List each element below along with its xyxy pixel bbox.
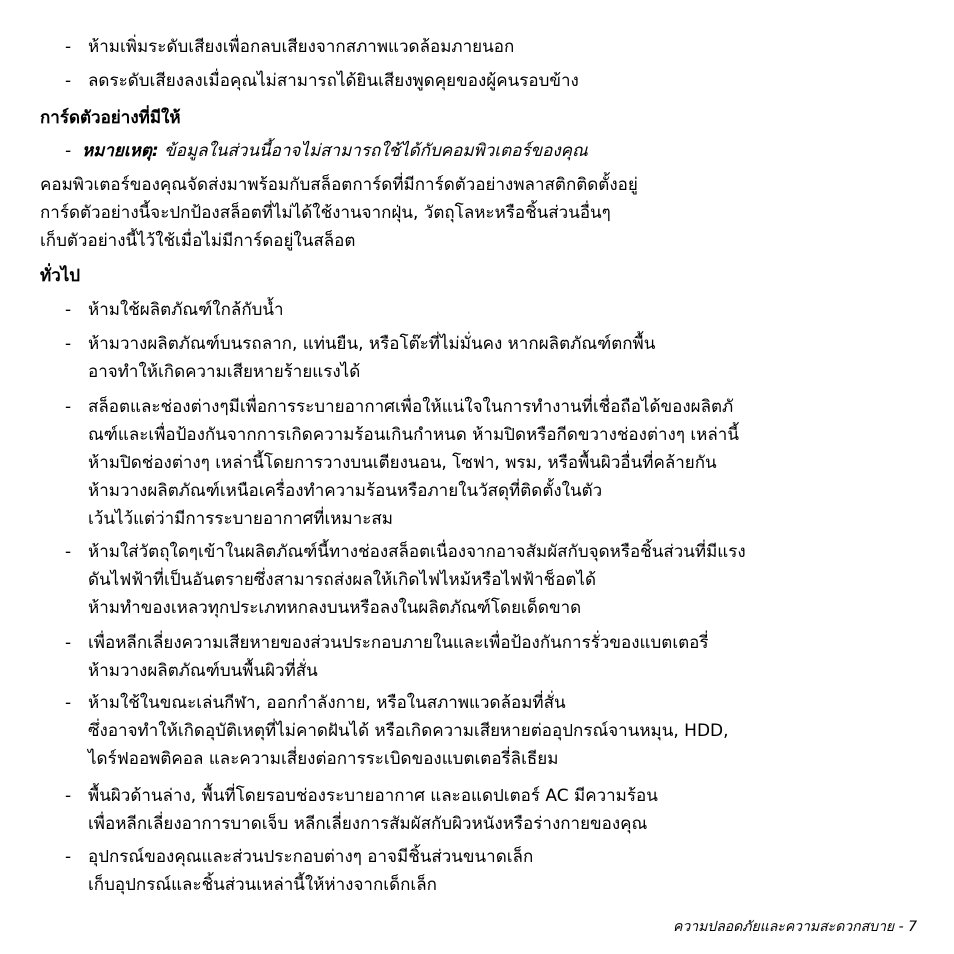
note — [65, 140, 588, 162]
list-item-line: อุปกรณ์ของคุณและส่วนประกอบต่างๆ อาจมีชิ้นส่วนขนาดเล็ก — [88, 847, 534, 867]
bullet-text: ลดระดับเสียงลงเมื่อคุณไม่สามารถได้ยินเสียงพูดคุยของผู้คนรอบข้าง — [88, 71, 579, 91]
paragraph-line: การ์ดตัวอย่างนี้จะปกป้องสล็อตที่ไม่ได้ใช้งานจากฝุ่น, วัตถุโลหะหรือชิ้นส่วนอื่นๆ — [40, 203, 611, 223]
bullet-text: ห้ามเพิ่มระดับเสียงเพื่อกลบเสียงจากสภาพแวดล้อมภายนอก — [88, 37, 515, 57]
list-item-line: พื้นผิวด้านล่าง, พื้นที่โดยรอบช่องระบายอากาศ และอแดปเตอร์ AC มีความร้อน — [88, 786, 658, 806]
list-item — [88, 330, 655, 386]
bullet-dash: - — [65, 334, 72, 354]
bullet-dash: - — [65, 37, 72, 57]
section-heading-general: ทั่วไป — [40, 266, 81, 286]
list-item-line: เว้นไว้แต่ว่ามีการระบายอากาศที่เหมาะสม — [88, 509, 393, 529]
list-item-line: ณฑ์และเพื่อป้องกันจากการเกิดความร้อนเกินกำหนด ห้ามปิดหรือกีดขวางช่องต่างๆ เหล่านี้ — [88, 425, 739, 445]
list-item-line: ดันไฟฟ้าที่เป็นอันตรายซึ่งสามารถส่งผลให้เกิดไฟไหม้หรือไฟฟ้าช็อตได้ — [88, 570, 597, 590]
list-item — [88, 689, 729, 773]
list-item-line: ห้ามทำของเหลวทุกประเภทหกลงบนหรือลงในผลิตภัณฑ์โดยเด็ดขาด — [88, 598, 582, 618]
list-item — [88, 296, 284, 324]
list-item-line: เพื่อหลีกเลี่ยงความเสียหายของส่วนประกอบภายในและเพื่อป้องกันการรั่วของแบตเตอรี่ — [88, 633, 709, 653]
list-item-line: ห้ามวางผลิตภัณฑ์บนรถลาก, แท่นยืน, หรือโต๊ะที่ไม่มั่นคง หากผลิตภัณฑ์ตกพื้น — [88, 334, 656, 354]
list-item-line: ห้ามวางผลิตภัณฑ์บนพื้นผิวที่สั่น — [88, 661, 318, 681]
list-item-line: ห้ามใช้ผลิตภัณฑ์ใกล้กับน้ำ — [88, 300, 284, 320]
bullet-dash: - — [65, 71, 72, 91]
list-item — [88, 629, 709, 685]
list-item-line: ไดร์ฟออพติคอล และความเสี่ยงต่อการระเบิดของแบตเตอรี่ลิเธียม — [88, 749, 559, 769]
note-dash: - — [65, 141, 72, 161]
list-item-line: ห้ามวางผลิตภัณฑ์เหนือเครื่องทำความร้อนหรือภายในวัสดุที่ติดตั้งในตัว — [88, 481, 603, 501]
bullet-dash: - — [65, 300, 72, 320]
page-footer: ความปลอดภัยและความสะดวกสบาย - 7 — [672, 919, 917, 935]
list-item-line: อาจทำให้เกิดความเสียหายร้ายแรงได้ — [88, 362, 361, 382]
note-label: หมายเหตุ: — [81, 141, 159, 161]
bullet-dash: - — [65, 786, 72, 806]
paragraph-line: คอมพิวเตอร์ของคุณจัดส่งมาพร้อมกับสล็อตการ์ดที่มีการ์ดตัวอย่างพลาสติกติดตั้งอยู่ — [40, 175, 638, 195]
list-item-line: ห้ามปิดช่องต่างๆ เหล่านี้โดยการวางบนเตียงนอน, โซฟา, พรม, หรือพื้นผิวอื่นที่คล้ายกัน — [88, 453, 717, 473]
bullet-dash: - — [65, 542, 72, 562]
bullet-dash: - — [65, 693, 72, 713]
list-item-line: ห้ามใช้ในขณะเล่นกีฬา, ออกกำลังกาย, หรือในสภาพแวดล้อมที่สั่น — [88, 693, 566, 713]
list-item — [88, 538, 746, 622]
list-item-line: เพื่อหลีกเลี่ยงอาการบาดเจ็บ หลีกเลี่ยงการสัมผัสกับผิวหนังหรือร่างกายของคุณ — [88, 814, 648, 834]
note-text: ข้อมูลในส่วนนี้อาจไม่สามารถใช้ได้กับคอมพิวเตอร์ของคุณ — [164, 141, 588, 161]
list-item — [88, 393, 739, 533]
dummy-card-paragraph — [40, 171, 638, 255]
bullet-dash: - — [65, 633, 72, 653]
bullet-dash: - — [65, 847, 72, 867]
section-heading-dummy-card: การ์ดตัวอย่างที่มีให้ — [40, 108, 181, 128]
bullet-dash: - — [65, 397, 72, 417]
list-item-line: สล็อตและช่องต่างๆมีเพื่อการระบายอากาศเพื่อให้แน่ใจในการทำงานที่เชื่อถือได้ของผลิตภั — [88, 397, 734, 417]
list-item-line: ห้ามใส่วัตถุใดๆเข้าในผลิตภัณฑ์นี้ทางช่องสล็อตเนื่องจากอาจสัมผัสกับจุดหรือชิ้นส่วนที่มีแรง — [88, 542, 746, 562]
list-item — [88, 843, 533, 899]
list-item — [88, 782, 658, 838]
list-item-line: เก็บอุปกรณ์และชิ้นส่วนเหล่านี้ให้ห่างจากเด็กเล็ก — [88, 875, 437, 895]
list-item-line: ซึ่งอาจทำให้เกิดอุบัติเหตุที่ไม่คาดฝันได้ หรือเกิดความเสียหายต่ออุปกรณ์จานหมุน, HDD, — [88, 721, 729, 741]
paragraph-line: เก็บตัวอย่างนี้ไว้ใช้เมื่อไม่มีการ์ดอยู่ในสล็อต — [40, 231, 356, 251]
